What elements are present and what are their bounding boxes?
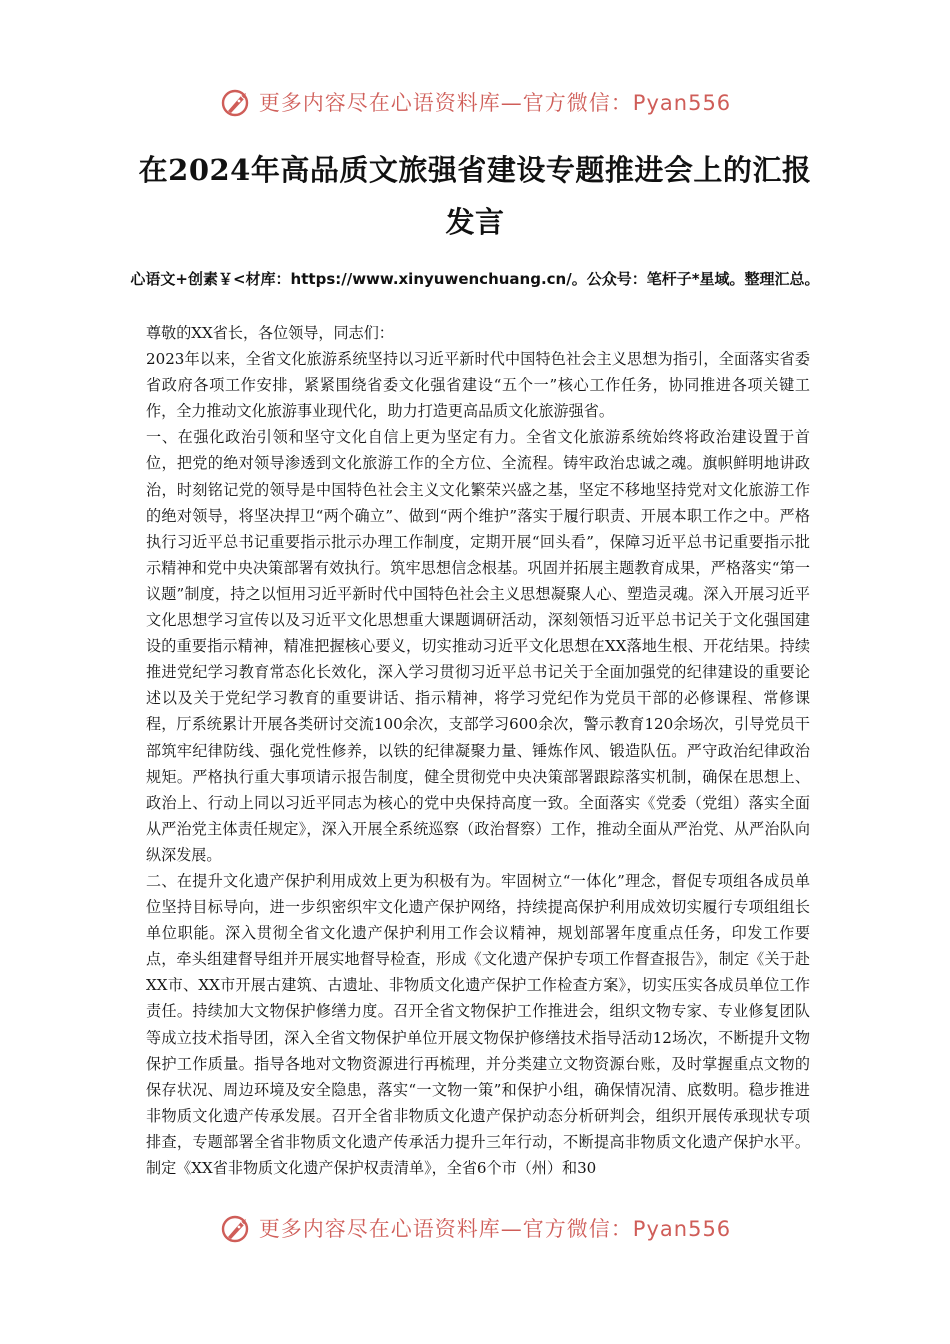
footer-banner (0, 1208, 950, 1248)
banner-text: 更多内容尽在心语资料库—官方微信：Pyan556 (258, 1217, 732, 1241)
intro-paragraph: 2023年以来，全省文化旅游系统坚持以习近平新时代中国特色社会主义思想为指引，全面落实省委省政府各项工作安排，紧紧围绕省委文化强省建设“五个一”核心工作任务，协同推进各项关键工作，全力推动文化旅游事业现代化，助力打造更高品质文化旅游强省。 (146, 350, 810, 421)
section-two-paragraph: 二、在提升文化遗产保护利用成效上更为积极有为。牢固树立“一体化”理念，督促专项组各成员单位坚持目标导向，进一步织密织牢文化遗产保护网络，持续提高保护利用成效切实履行专项组组长单位职能。深入贯彻全省文化遗产保护利用工作会议精神，规划部署年度重点任务，印发工作要点，牵头组建督导组并开展实地督导检查，形成《文化遗产保护专项工作督查报告》，制定《关于赴XX市、XX市开展古建筑、古遗址、非物质文化遗产保护工作检查方案》，切实压实各成员单位工作责任。持续加大文物保护修缮力度。召开全省文物保护工作推进会，组织文物专家、专业修复团队等成立技术指导团，深入全省文物保护单位开展文物保护修缮技术指导活动12场次，不断提升文物保护工作质量。指导各地对文物资源进行再梳理，并分类建立文物资源台账，及时掌握重点文物的保存状况、周边环境及安全隐患，落实“一文物一策”和保护小组，确保情况清、底数明。稳步推进非物质文化遗产传承发展。召开全省非物质文化遗产保护动态分析研判会，组织开展传承现状专项排查，专题部署全省非物质文化遗产传承活力提升三年行动，不断提高非物质文化遗产保护水平。制定《XX省非物质文化遗产保护权责清单》，全省6个市（州）和30 (146, 871, 810, 1177)
header-banner (0, 82, 950, 122)
banner-text: 更多内容尽在心语资料库—官方微信：Pyan556 (258, 91, 732, 115)
section-one-paragraph: 一、在强化政治引领和坚守文化自信上更为坚定有力。全省文化旅游系统始终将政治建设置于首位，把党的绝对领导渗透到文化旅游工作的全方位、全流程。铸牢政治忠诚之魂。旗帜鲜明地讲政治，时刻铭记党的领导是中国特色社会主义文化繁荣兴盛之基，坚定不移地坚持党对文化旅游工作的绝对领导，将坚决捍卫“两个确立”、做到“两个维护”落实于履行职责、开展本职工作之中。严格执行习近平总书记重要指示批示办理工作制度，定期开展“回头看”，保障习近平总书记重要指示批示精神和党中央决策部署有效执行。筑牢思想信念根基。巩固并拓展主题教育成果，严格落实“第一议题”制度，持之以恒用习近平新时代中国特色社会主义思想凝聚人心、塑造灵魂。深入开展习近平文化思想学习宣传以及习近平文化思想重大课题调研活动，深刻领悟习近平总书记关于文化强国建设的重要指示精神，精准把握核心要义，切实推动习近平文化思想在XX落地生根、开花结果。持续推进党纪学习教育常态化长效化，深入学习贯彻习近平总书记关于全面加强党的纪律建设的重要论述以及关于党纪学习教育的重要讲话、指示精神，将学习党纪作为党员干部的必修课程、常修课程，厅系统累计开展各类研讨交流100余次，支部学习600余次，警示教育120余场次，引导党员干部筑牢纪律防线、强化党性修养，以铁的纪律凝聚力量、锤炼作风、锻造队伍。严守政治纪律政治规矩。严格执行重大事项请示报告制度，健全贯彻党中央决策部署跟踪落实机制，确保在思想上、政治上、行动上同以习近平同志为核心的党中央保持高度一致。全面落实《党委（党组）落实全面从严治党主体责任规定》，深入开展全系统巡察（政治督察）工作，推动全面从严治党、从严治队向纵深发展。 (146, 428, 810, 864)
document-body (146, 320, 810, 1181)
pen-nib-circle-logo-icon (219, 1210, 255, 1246)
source-line: 心语文+创素￥<材库：https://www.xinyuwenchuang.cn/。公众号：笔杆子*星域。整理汇总。 (130, 270, 820, 288)
document-title: 在2024年高品质文旅强省建设专题推进会上的汇报发言 (138, 153, 812, 239)
pen-nib-circle-logo-icon (219, 84, 255, 120)
salutation-paragraph: 尊敬的XX省长，各位领导，同志们： (146, 324, 394, 342)
